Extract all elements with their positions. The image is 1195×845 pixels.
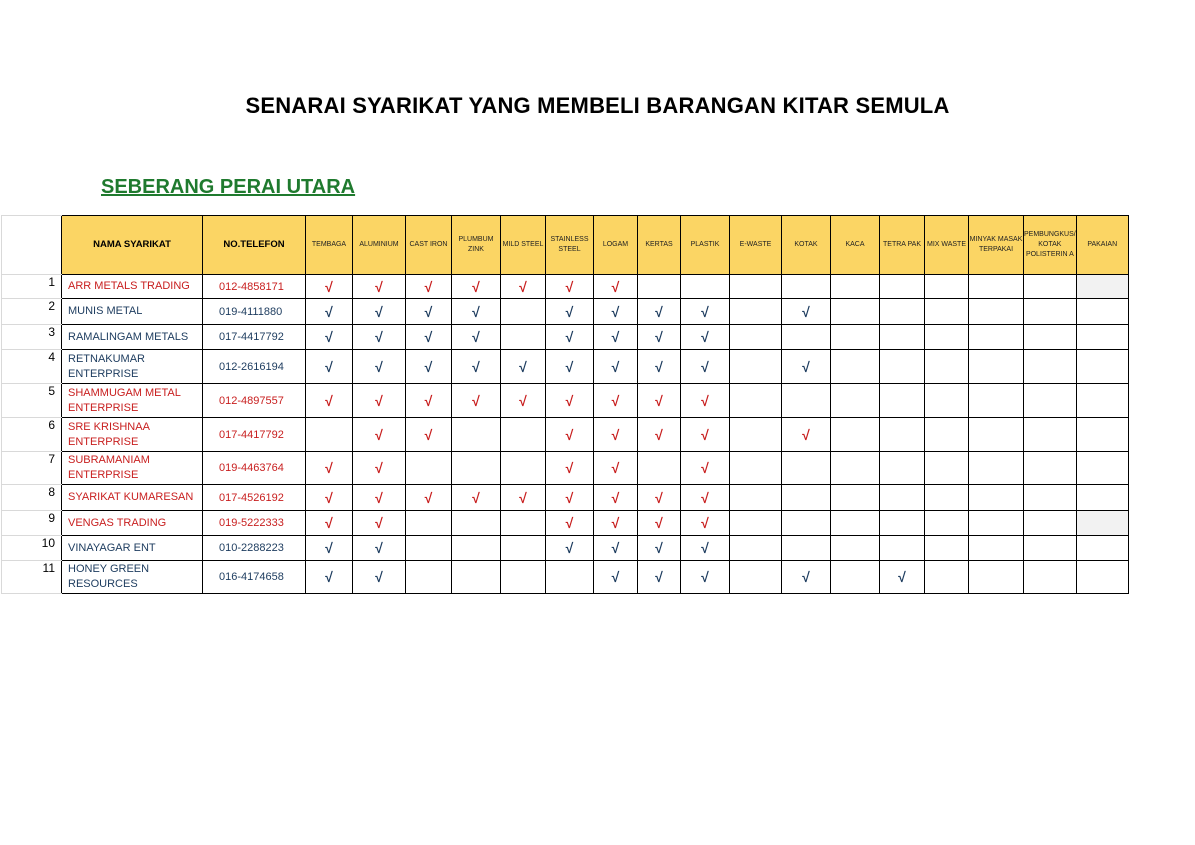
- check-mark: √: [501, 485, 546, 511]
- check-mark: √: [638, 536, 681, 561]
- empty-cell: [1024, 384, 1077, 418]
- empty-cell: [1076, 418, 1128, 452]
- check-mark: √: [406, 418, 452, 452]
- empty-cell: [730, 561, 782, 594]
- phone-text: 019-4111880: [219, 305, 283, 318]
- empty-cell: [1024, 325, 1077, 350]
- empty-cell: [969, 350, 1024, 384]
- check-mark: √: [546, 384, 594, 418]
- empty-cell: [406, 452, 452, 485]
- empty-cell: [880, 452, 925, 485]
- phone-text: 010-2288223: [219, 542, 284, 554]
- check-mark: √: [782, 350, 831, 384]
- phone-text: 019-4463764: [219, 462, 284, 474]
- table-row: [2, 325, 1129, 350]
- check-mark: √: [306, 511, 353, 536]
- check-mark: √: [594, 325, 638, 350]
- row-number: 3: [2, 325, 62, 350]
- empty-cell: [782, 275, 831, 299]
- check-mark: √: [406, 485, 452, 511]
- page-title: SENARAI SYARIKAT YANG MEMBELI BARANGAN KITAR SEMULA: [245, 93, 950, 118]
- check-mark: √: [501, 350, 546, 384]
- check-mark: √: [353, 299, 406, 325]
- check-mark: √: [880, 561, 925, 594]
- company-name: VENGAS TRADING: [62, 511, 203, 536]
- check-mark: √: [306, 485, 353, 511]
- check-mark: √: [546, 299, 594, 325]
- check-mark: √: [452, 485, 501, 511]
- row-number: 11: [2, 561, 62, 594]
- empty-cell: [730, 325, 782, 350]
- header-material: ALUMINIUM: [353, 216, 406, 275]
- header-row: [2, 216, 1129, 275]
- check-mark: √: [681, 418, 730, 452]
- check-mark: √: [594, 536, 638, 561]
- header-material: KACA: [831, 216, 880, 275]
- empty-cell: [969, 485, 1024, 511]
- empty-cell: [501, 561, 546, 594]
- check-mark: √: [353, 536, 406, 561]
- check-mark: √: [546, 325, 594, 350]
- empty-cell: [1024, 536, 1077, 561]
- check-mark: √: [546, 511, 594, 536]
- row-number: 10: [2, 536, 62, 561]
- empty-cell: [452, 511, 501, 536]
- check-mark: √: [452, 325, 501, 350]
- check-mark: √: [638, 325, 681, 350]
- company-phone: [203, 275, 306, 299]
- empty-cell: [730, 384, 782, 418]
- check-mark: √: [638, 511, 681, 536]
- empty-cell: [1024, 511, 1077, 536]
- check-mark: √: [594, 299, 638, 325]
- empty-cell: [880, 299, 925, 325]
- check-mark: √: [681, 384, 730, 418]
- company-table: [1, 215, 1129, 594]
- empty-cell: [501, 511, 546, 536]
- check-mark: √: [638, 384, 681, 418]
- empty-cell: [730, 452, 782, 485]
- empty-cell: [730, 536, 782, 561]
- header-material: MIX WASTE: [925, 216, 969, 275]
- empty-cell: [925, 511, 969, 536]
- check-mark: √: [638, 350, 681, 384]
- company-phone: [203, 511, 306, 536]
- check-mark: √: [306, 536, 353, 561]
- check-mark: √: [353, 350, 406, 384]
- empty-cell: [880, 384, 925, 418]
- check-mark: √: [353, 511, 406, 536]
- empty-cell: [1076, 485, 1128, 511]
- row-number: 8: [2, 485, 62, 511]
- empty-cell: [925, 299, 969, 325]
- empty-cell: [831, 418, 880, 452]
- check-mark: √: [594, 275, 638, 299]
- empty-cell: [406, 561, 452, 594]
- table-row: [2, 384, 1129, 418]
- empty-cell: [452, 418, 501, 452]
- header-material: PAKAIAN: [1076, 216, 1128, 275]
- row-number: 7: [2, 452, 62, 485]
- check-mark: √: [306, 299, 353, 325]
- check-mark: √: [353, 452, 406, 485]
- company-name: VINAYAGAR ENT: [62, 536, 203, 561]
- check-mark: √: [353, 561, 406, 594]
- check-mark: √: [501, 275, 546, 299]
- empty-cell: [925, 325, 969, 350]
- table-row: [2, 418, 1129, 452]
- empty-cell: [831, 536, 880, 561]
- empty-cell: [925, 275, 969, 299]
- empty-cell: [730, 485, 782, 511]
- empty-cell: [969, 452, 1024, 485]
- empty-cell: [406, 536, 452, 561]
- header-material: LOGAM: [594, 216, 638, 275]
- check-mark: √: [594, 350, 638, 384]
- empty-cell: [1076, 325, 1128, 350]
- company-phone: [203, 485, 306, 511]
- phone-text: 012-4897557: [219, 394, 284, 407]
- company-phone: [203, 561, 306, 594]
- empty-cell: [782, 511, 831, 536]
- company-phone: [203, 384, 306, 418]
- check-mark: √: [306, 350, 353, 384]
- empty-cell: [925, 452, 969, 485]
- check-mark: √: [546, 350, 594, 384]
- empty-cell: [501, 299, 546, 325]
- check-mark: √: [306, 384, 353, 418]
- check-mark: √: [353, 384, 406, 418]
- check-mark: √: [681, 485, 730, 511]
- empty-cell: [782, 452, 831, 485]
- check-mark: √: [782, 418, 831, 452]
- empty-cell: [831, 325, 880, 350]
- header-material: KOTAK: [782, 216, 831, 275]
- empty-cell: [730, 418, 782, 452]
- check-mark: √: [638, 561, 681, 594]
- check-mark: √: [452, 299, 501, 325]
- check-mark: √: [501, 384, 546, 418]
- table-row: [2, 561, 1129, 594]
- check-mark: √: [353, 485, 406, 511]
- header-material: STAINLESS STEEL: [546, 216, 594, 275]
- empty-cell: [1076, 511, 1128, 536]
- empty-cell: [831, 384, 880, 418]
- check-mark: √: [353, 325, 406, 350]
- empty-cell: [831, 299, 880, 325]
- check-mark: √: [306, 561, 353, 594]
- empty-cell: [1076, 452, 1128, 485]
- empty-cell: [782, 384, 831, 418]
- company-name: SRE KRISHNAA ENTERPRISE: [62, 418, 203, 452]
- check-mark: √: [306, 275, 353, 299]
- header-material: TEMBAGA: [306, 216, 353, 275]
- empty-cell: [925, 350, 969, 384]
- empty-cell: [1076, 350, 1128, 384]
- phone-text: 017-4417792: [219, 331, 284, 343]
- phone-text: 012-2616194: [219, 360, 284, 373]
- company-name: RETNAKUMAR ENTERPRISE: [62, 350, 203, 384]
- check-mark: √: [594, 485, 638, 511]
- table-row: [2, 485, 1129, 511]
- check-mark: √: [782, 299, 831, 325]
- empty-cell: [880, 325, 925, 350]
- company-name: SYARIKAT KUMARESAN: [62, 485, 203, 511]
- empty-cell: [452, 536, 501, 561]
- table-row: [2, 536, 1129, 561]
- empty-cell: [1024, 561, 1077, 594]
- company-phone: [203, 536, 306, 561]
- empty-cell: [831, 452, 880, 485]
- row-number: 5: [2, 384, 62, 418]
- empty-cell: [1076, 384, 1128, 418]
- empty-cell: [1024, 418, 1077, 452]
- phone-text: 016-4174658: [219, 571, 284, 583]
- check-mark: √: [681, 536, 730, 561]
- check-mark: √: [594, 511, 638, 536]
- region-heading: SEBERANG PERAI UTARA: [101, 176, 356, 198]
- header-material: PLASTIK: [681, 216, 730, 275]
- empty-cell: [730, 511, 782, 536]
- check-mark: √: [452, 350, 501, 384]
- check-mark: √: [306, 325, 353, 350]
- header-material: CAST IRON: [406, 216, 452, 275]
- empty-cell: [880, 418, 925, 452]
- check-mark: √: [638, 299, 681, 325]
- empty-cell: [831, 511, 880, 536]
- check-mark: √: [681, 325, 730, 350]
- empty-cell: [1024, 299, 1077, 325]
- row-number: 4: [2, 350, 62, 384]
- check-mark: √: [353, 418, 406, 452]
- empty-cell: [1076, 536, 1128, 561]
- empty-cell: [638, 452, 681, 485]
- check-mark: √: [406, 299, 452, 325]
- empty-cell: [452, 452, 501, 485]
- company-name: HONEY GREEN RESOURCES: [62, 561, 203, 594]
- company-phone: [203, 325, 306, 350]
- empty-cell: [969, 384, 1024, 418]
- check-mark: √: [681, 561, 730, 594]
- empty-cell: [1076, 299, 1128, 325]
- empty-cell: [1024, 485, 1077, 511]
- check-mark: √: [406, 384, 452, 418]
- empty-cell: [501, 536, 546, 561]
- empty-cell: [969, 561, 1024, 594]
- empty-cell: [1024, 350, 1077, 384]
- empty-cell: [925, 561, 969, 594]
- header-company-name: NAMA SYARIKAT: [62, 216, 203, 275]
- check-mark: √: [306, 452, 353, 485]
- empty-cell: [831, 350, 880, 384]
- row-number: 2: [2, 299, 62, 325]
- company-phone: [203, 418, 306, 452]
- empty-cell: [681, 275, 730, 299]
- header-material: PEMBUNGKUS/ KOTAK POLISTERIN A: [1024, 216, 1077, 275]
- check-mark: √: [546, 536, 594, 561]
- empty-cell: [730, 299, 782, 325]
- empty-cell: [831, 561, 880, 594]
- company-name: MUNIS METAL: [62, 299, 203, 325]
- empty-cell: [925, 418, 969, 452]
- header-material: KERTAS: [638, 216, 681, 275]
- empty-cell: [638, 275, 681, 299]
- check-mark: √: [782, 561, 831, 594]
- check-mark: √: [594, 561, 638, 594]
- empty-cell: [501, 325, 546, 350]
- empty-cell: [969, 418, 1024, 452]
- row-number-header: [2, 216, 62, 275]
- check-mark: √: [452, 384, 501, 418]
- empty-cell: [925, 536, 969, 561]
- check-mark: √: [546, 275, 594, 299]
- empty-cell: [501, 452, 546, 485]
- row-number: 6: [2, 418, 62, 452]
- table-row: [2, 511, 1129, 536]
- check-mark: √: [681, 511, 730, 536]
- header-material: E-WASTE: [730, 216, 782, 275]
- check-mark: √: [546, 452, 594, 485]
- check-mark: √: [594, 452, 638, 485]
- empty-cell: [501, 418, 546, 452]
- empty-cell: [730, 350, 782, 384]
- empty-cell: [880, 350, 925, 384]
- check-mark: √: [638, 485, 681, 511]
- table-row: [2, 452, 1129, 485]
- check-mark: √: [681, 350, 730, 384]
- empty-cell: [1024, 452, 1077, 485]
- phone-text: 017-4417792: [219, 428, 284, 441]
- empty-cell: [452, 561, 501, 594]
- company-phone: [203, 299, 306, 325]
- table-row: [2, 275, 1129, 299]
- empty-cell: [880, 511, 925, 536]
- phone-text: 017-4526192: [219, 491, 284, 504]
- empty-cell: [730, 275, 782, 299]
- check-mark: √: [638, 418, 681, 452]
- empty-cell: [831, 485, 880, 511]
- header-material: MILD STEEL: [501, 216, 546, 275]
- check-mark: √: [594, 418, 638, 452]
- phone-text: 012-4858171: [219, 280, 284, 293]
- empty-cell: [969, 536, 1024, 561]
- empty-cell: [925, 384, 969, 418]
- header-material: TETRA PAK: [880, 216, 925, 275]
- empty-cell: [880, 275, 925, 299]
- empty-cell: [1076, 561, 1128, 594]
- empty-cell: [969, 275, 1024, 299]
- check-mark: √: [546, 418, 594, 452]
- check-mark: √: [406, 350, 452, 384]
- empty-cell: [925, 485, 969, 511]
- header-material: PLUMBUM ZINK: [452, 216, 501, 275]
- check-mark: √: [452, 275, 501, 299]
- empty-cell: [831, 275, 880, 299]
- company-phone: [203, 350, 306, 384]
- check-mark: √: [406, 325, 452, 350]
- empty-cell: [880, 536, 925, 561]
- table-row: [2, 299, 1129, 325]
- header-material: MINYAK MASAK TERPAKAI: [969, 216, 1024, 275]
- empty-cell: [546, 561, 594, 594]
- check-mark: √: [681, 299, 730, 325]
- empty-cell: [1076, 275, 1128, 299]
- company-name: SHAMMUGAM METAL ENTERPRISE: [62, 384, 203, 418]
- table-row: [2, 350, 1129, 384]
- company-name: SUBRAMANIAM ENTERPRISE: [62, 452, 203, 485]
- empty-cell: [782, 485, 831, 511]
- company-name: RAMALINGAM METALS: [62, 325, 203, 350]
- check-mark: √: [546, 485, 594, 511]
- check-mark: √: [681, 452, 730, 485]
- row-number: 1: [2, 275, 62, 299]
- empty-cell: [969, 299, 1024, 325]
- empty-cell: [969, 325, 1024, 350]
- check-mark: √: [594, 384, 638, 418]
- header-phone: NO.TELEFON: [203, 216, 306, 275]
- check-mark: √: [353, 275, 406, 299]
- empty-cell: [782, 325, 831, 350]
- company-name: ARR METALS TRADING: [62, 275, 203, 299]
- empty-cell: [306, 418, 353, 452]
- empty-cell: [406, 511, 452, 536]
- empty-cell: [782, 536, 831, 561]
- company-phone: [203, 452, 306, 485]
- empty-cell: [969, 511, 1024, 536]
- empty-cell: [880, 485, 925, 511]
- row-number: 9: [2, 511, 62, 536]
- phone-text: 019-5222333: [219, 517, 284, 529]
- empty-cell: [1024, 275, 1077, 299]
- check-mark: √: [406, 275, 452, 299]
